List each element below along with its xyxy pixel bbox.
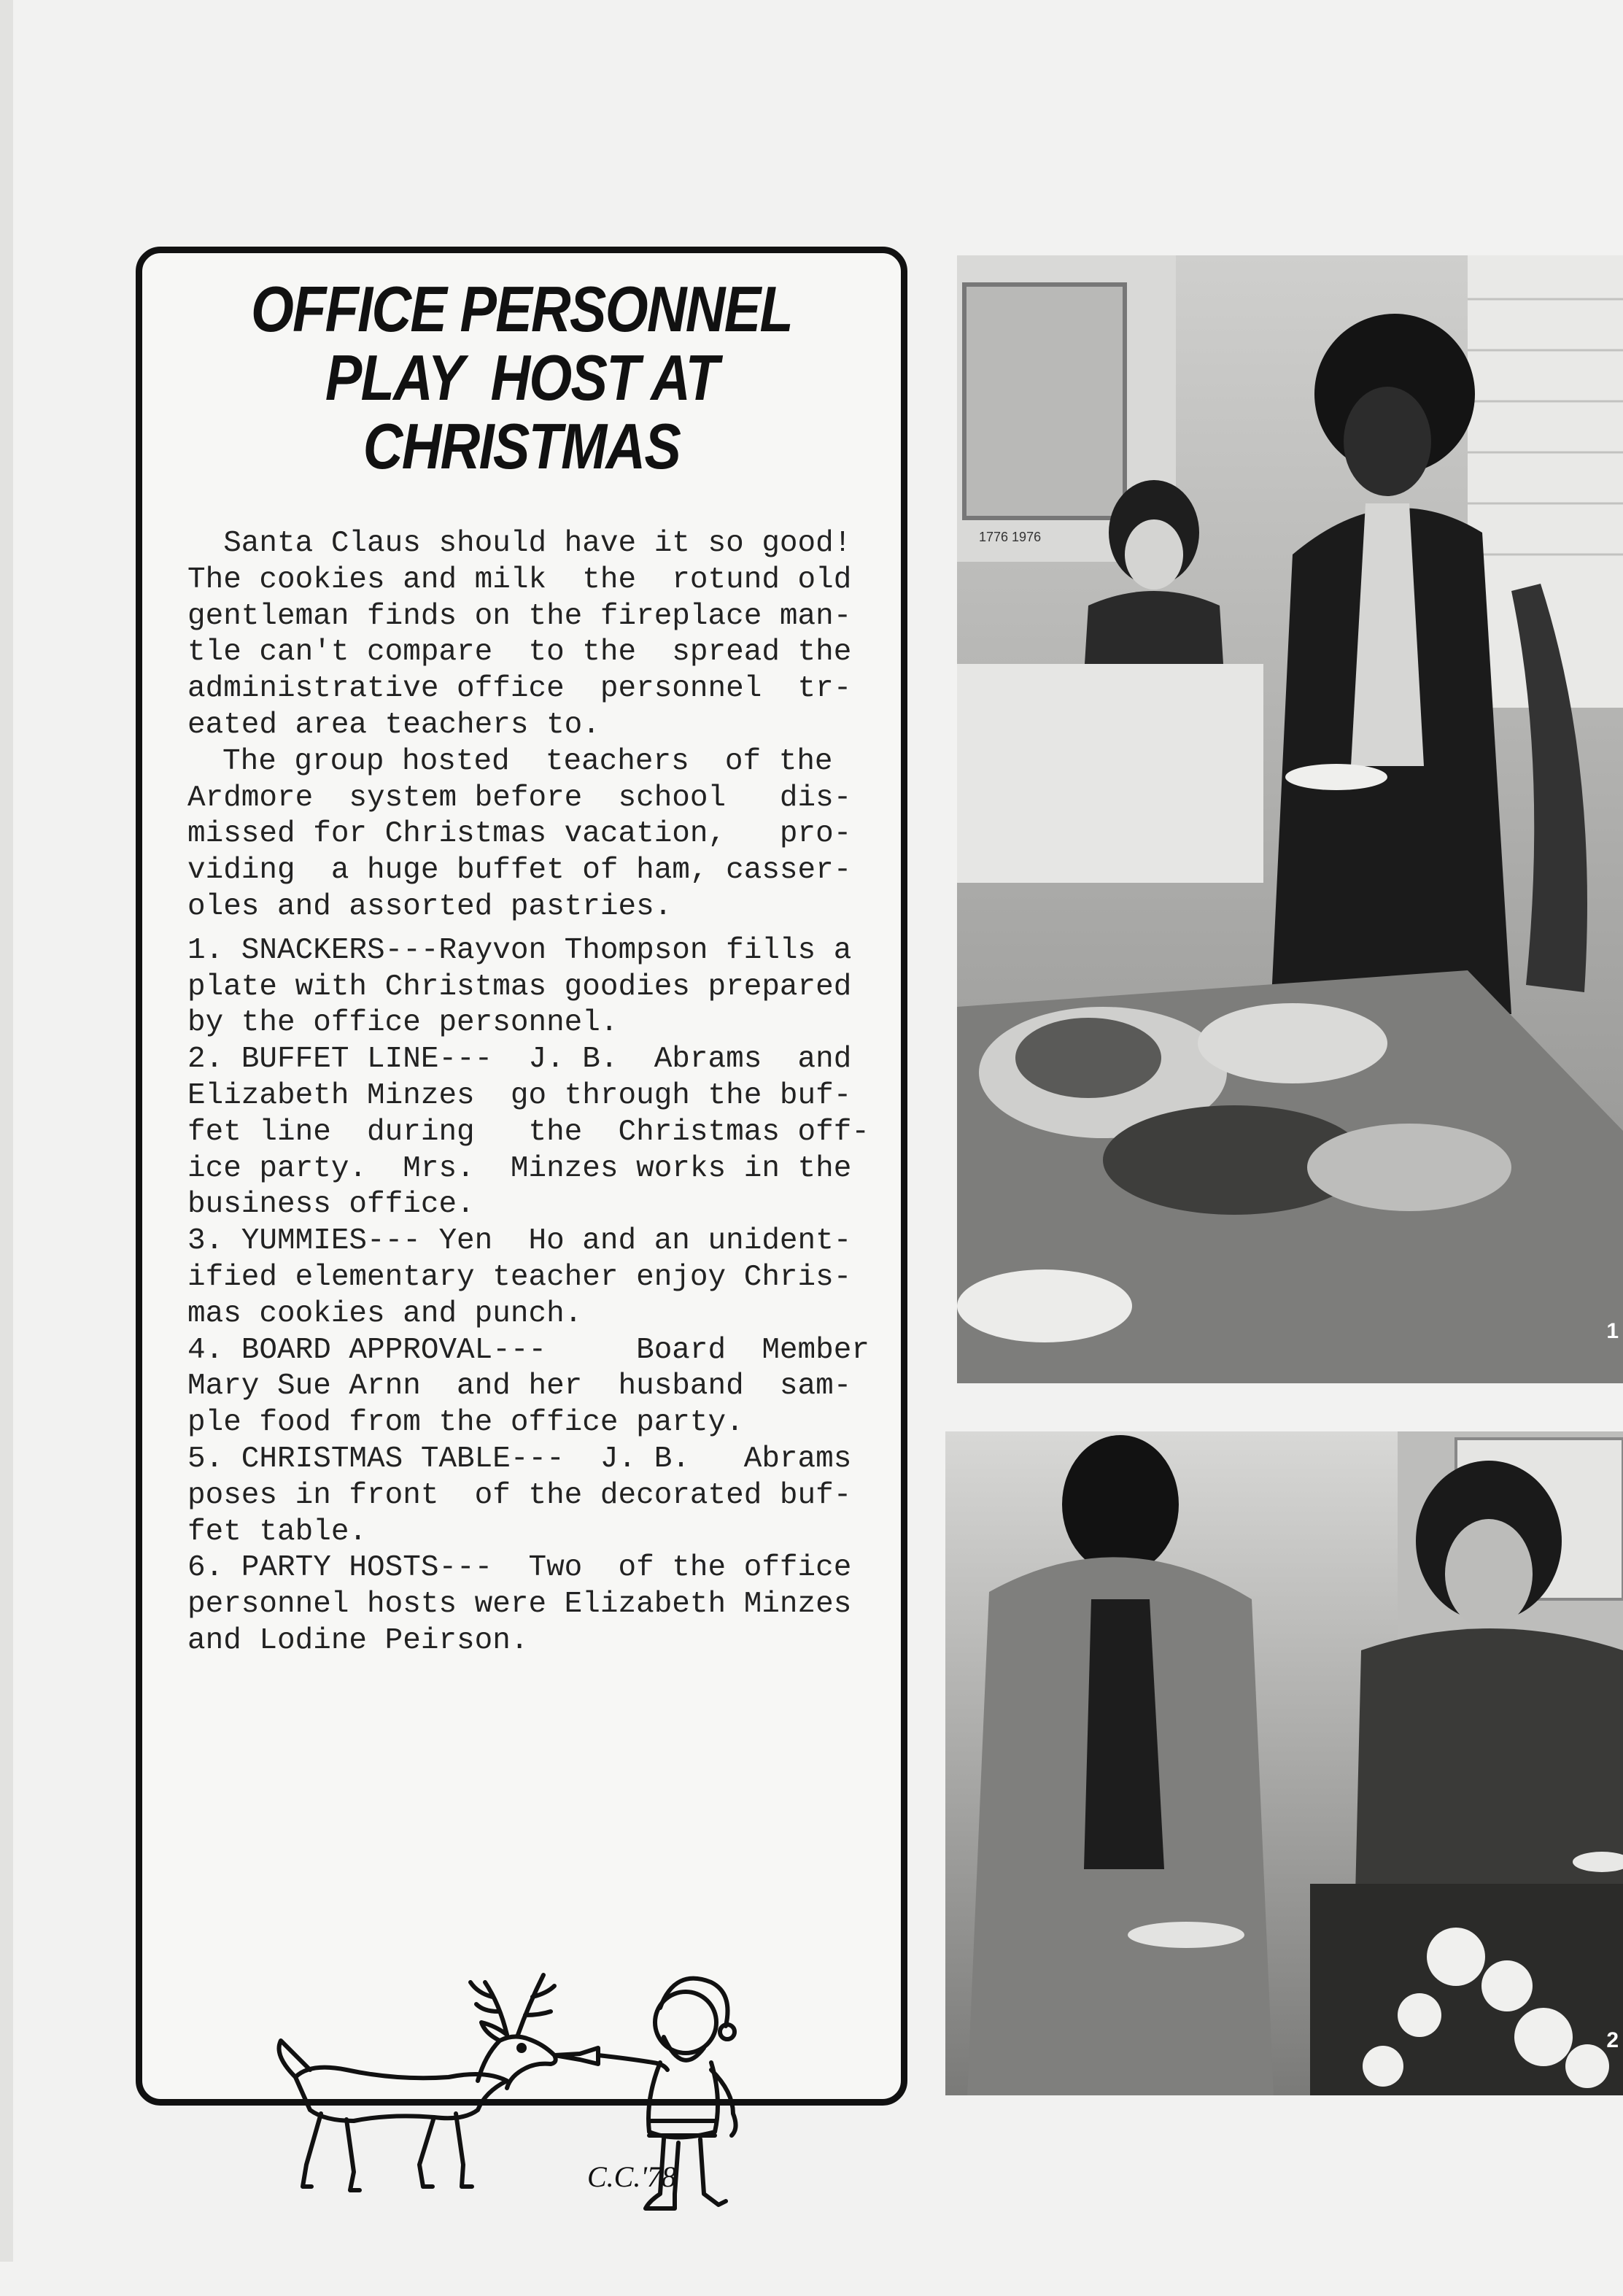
headline (195, 275, 848, 481)
photo-buffet-snackers (957, 255, 1623, 1383)
caption-line: fet table. (187, 1515, 368, 1549)
headline-line-3: CHRISTMAS (363, 410, 681, 482)
caption-line: poses in front of the decorated buf- (187, 1478, 852, 1512)
caption-line: personnel hosts were Elizabeth Minzes (187, 1588, 852, 1622)
photo-captions (187, 933, 870, 1660)
body-line: tle can't compare to the spread the (187, 635, 852, 670)
body-line: Santa Claus should have it so good! (187, 527, 852, 560)
reindeer-santa-drawing (266, 1953, 791, 2296)
photo-number: 1 (1606, 1319, 1619, 1343)
caption-line: ple food from the office party. (187, 1406, 744, 1440)
body-line: gentleman finds on the fireplace man- (187, 599, 852, 633)
wall-sign-text: 1776 1976 (979, 530, 1042, 544)
body-line: administrative office personnel tr- (187, 672, 852, 706)
caption-line: 2. BUFFET LINE--- J. B. Abrams and (187, 1043, 852, 1077)
paragraph-1 (187, 526, 870, 744)
caption-line: 4. BOARD APPROVAL--- Board Member (187, 1333, 869, 1367)
artist-signature: C.C.'78 (587, 2160, 676, 2193)
caption-line: ified elementary teacher enjoy Chris- (187, 1260, 852, 1294)
reindeer-body (295, 2068, 507, 2121)
photo-number: 2 (1606, 2028, 1619, 2052)
caption-line: mas cookies and punch. (187, 1296, 583, 1331)
paragraph-2 (187, 744, 870, 926)
body-line: eated area teachers to. (187, 708, 600, 742)
body-line: Ardmore system before school dis- (187, 781, 852, 815)
caption-line: business office. (187, 1188, 475, 1222)
caption-line: 5. CHRISTMAS TABLE--- J. B. Abrams (187, 1442, 852, 1476)
caption-line: 3. YUMMIES--- Yen Ho and an unident- (187, 1224, 852, 1259)
caption-line: plate with Christmas goodies prepared (187, 970, 852, 1004)
caption-line: and Lodine Peirson. (187, 1623, 529, 1658)
photo-2-image (945, 1431, 1623, 2095)
body-line: The cookies and milk the rotund old (187, 563, 852, 597)
photo-buffet-line (945, 1431, 1623, 2095)
caption-line: by the office personnel. (187, 1006, 619, 1040)
caption-line: Mary Sue Arnn and her husband sam- (187, 1369, 852, 1404)
page-edge-shadow (0, 0, 13, 2262)
caption-line: Elizabeth Minzes go through the buf- (187, 1078, 852, 1113)
caption-line: 1. SNACKERS---Rayvon Thompson fills a (187, 933, 852, 967)
headline-line-1: OFFICE PERSONNEL (251, 273, 792, 345)
caption-line: fet line during the Christmas off- (187, 1115, 869, 1149)
body-line: The group hosted teachers of the (222, 744, 833, 778)
caption-line: ice party. Mrs. Minzes works in the (187, 1151, 852, 1186)
body-line: missed for Christmas vacation, pro- (187, 817, 852, 851)
photo-1-image (957, 255, 1623, 1383)
headline-line-2: PLAY HOST AT (325, 341, 718, 414)
article-body (187, 526, 870, 1660)
body-line: oles and assorted pastries. (187, 889, 673, 924)
article-box (136, 247, 907, 2193)
body-line: viding a huge buffet of ham, casser- (187, 854, 852, 888)
caption-line: 6. PARTY HOSTS--- Two of the office (187, 1551, 852, 1585)
